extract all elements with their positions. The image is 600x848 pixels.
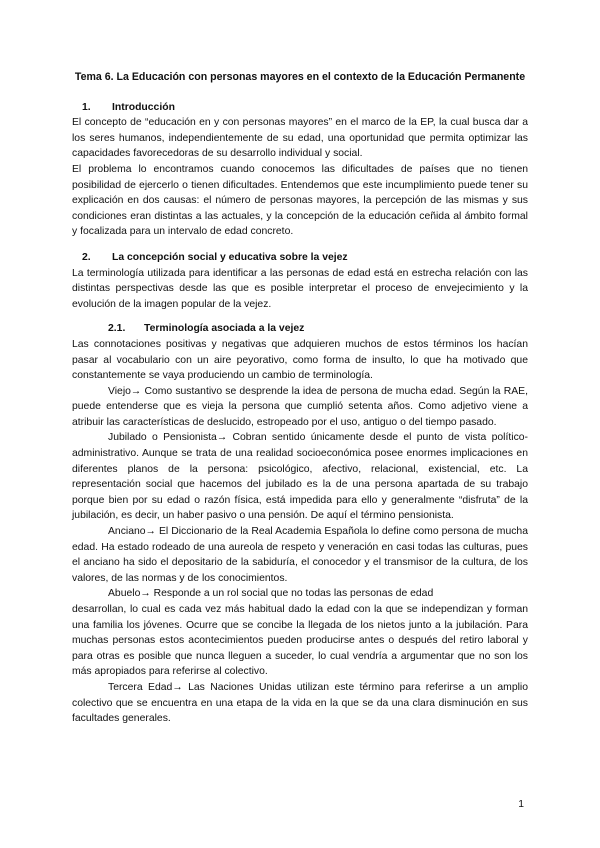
paragraph-abuelo-first-line: Abuelo→ Responde a un rol social que no todas las personas de edad [108,588,434,600]
section-title: Introducción [112,101,175,113]
paragraph: El problema lo encontramos cuando conocemos las dificultades de países que no tienen posibilidad de ejercerlo o tienen dificultades. Entendemos que este incumplimiento puede tener su explicación en dos causas: el número de personas mayores, la percepción de las mismas y sus condiciones eran distintas a las actuales, y la concepción de la educación ceñida al ámbito formal y focalizada para un intervalo de edad concreto. [72,163,528,238]
paragraph-anciano: Anciano→ El Diccionario de la Real Academia Española lo define como persona de mucha edad. Ha estado rodeado de una aureola de respeto y veneración en casi todas las culturas, pues el anciano ha sido el depositario de la sabiduría, el conocedor y el transmisor de la cultura, de los valores, de las normas y de los conocimientos. [72,526,528,584]
section-heading-concepcion [72,250,528,266]
paragraph-jubilado: Jubilado o Pensionista→ Cobran sentido únicamente desde el punto de vista político-administrativo. Aunque se trata de una realidad socioeconómica posee enormes implicaciones en diferentes planos de la persona: psicológico, afectivo, relacional, existencial, etc. La representación social que hacemos del jubilado es la de una persona apartada de su trabajo porque bien por su edad o razón física, está impedida para ello y generalmente “disfruta” de la jubilación, es decir, un haber pasivo o una pensión. De aquí el término pensionista. [72,432,528,522]
paragraph-tercera-edad: Tercera Edad→ Las Naciones Unidas utilizan este término para referirse a un amplio colectivo que se encuentra en una etapa de la vida en la que se da una clara disminución en sus facultades generales. [72,681,528,725]
section-number: 2. [82,251,91,263]
paragraph-viejo: Viejo→ Como sustantivo se desprende la idea de persona de mucha edad. Según la RAE, puede entenderse que es vieja la persona que cumplió setenta años. Como adjetivo viene a atribuir las características de deslucido, estropeado por el uso, antiguo o del tiempo pasado. [72,385,528,428]
section-title: La concepción social y educativa sobre la vejez [112,251,348,263]
paragraph: La terminología utilizada para identificar a las personas de edad está en estrecha relación con las distintas perspectivas desde las que es posible interpretar el proceso de envejecimiento y la evolución de la imagen popular de la vejez. [72,267,528,310]
paragraph: El concepto de “educación en y con personas mayores” en el marco de la EP, la cual busca dar a los seres humanos, independientemente de su edad, una oportunidad que permita optimizar las capacidades favorecedoras de su desarrollo individual y social. [72,117,528,160]
subsection-heading-terminologia [72,321,528,337]
section-number: 1. [82,101,91,113]
section-heading-introduccion [72,100,528,116]
subsection-number: 2.1. [108,323,126,335]
paragraph: Las connotaciones positivas y negativas que adquieren muchos de estos términos los hacían pasar al vocabulario con un aire peyorativo, como forma de insulto, lo que ha motivado que constantemente se vaya produciendo un cambio de terminología. [72,338,528,382]
document-title: Tema 6. La Educación con personas mayores en el contexto de la Educación Permanente [74,71,526,83]
page-number: 1 [518,799,524,810]
subsection-title: Terminología asociada a la vejez [144,323,305,335]
paragraph-abuelo: desarrollan, lo cual es cada vez más habitual dado la edad con la que se independizan y forman una familia los jóvenes. Ocurre que se concibe la llegada de los nietos junto a la jubilación. Para muchas personas estos acontecimientos pueden producirse antes o después del retiro laboral y para otras es posible que nunca lleguen a suceder, lo cual vendría a argumentar que no son los más apropiados para referirse al colectivo. [72,604,528,678]
document-page [72,70,528,727]
